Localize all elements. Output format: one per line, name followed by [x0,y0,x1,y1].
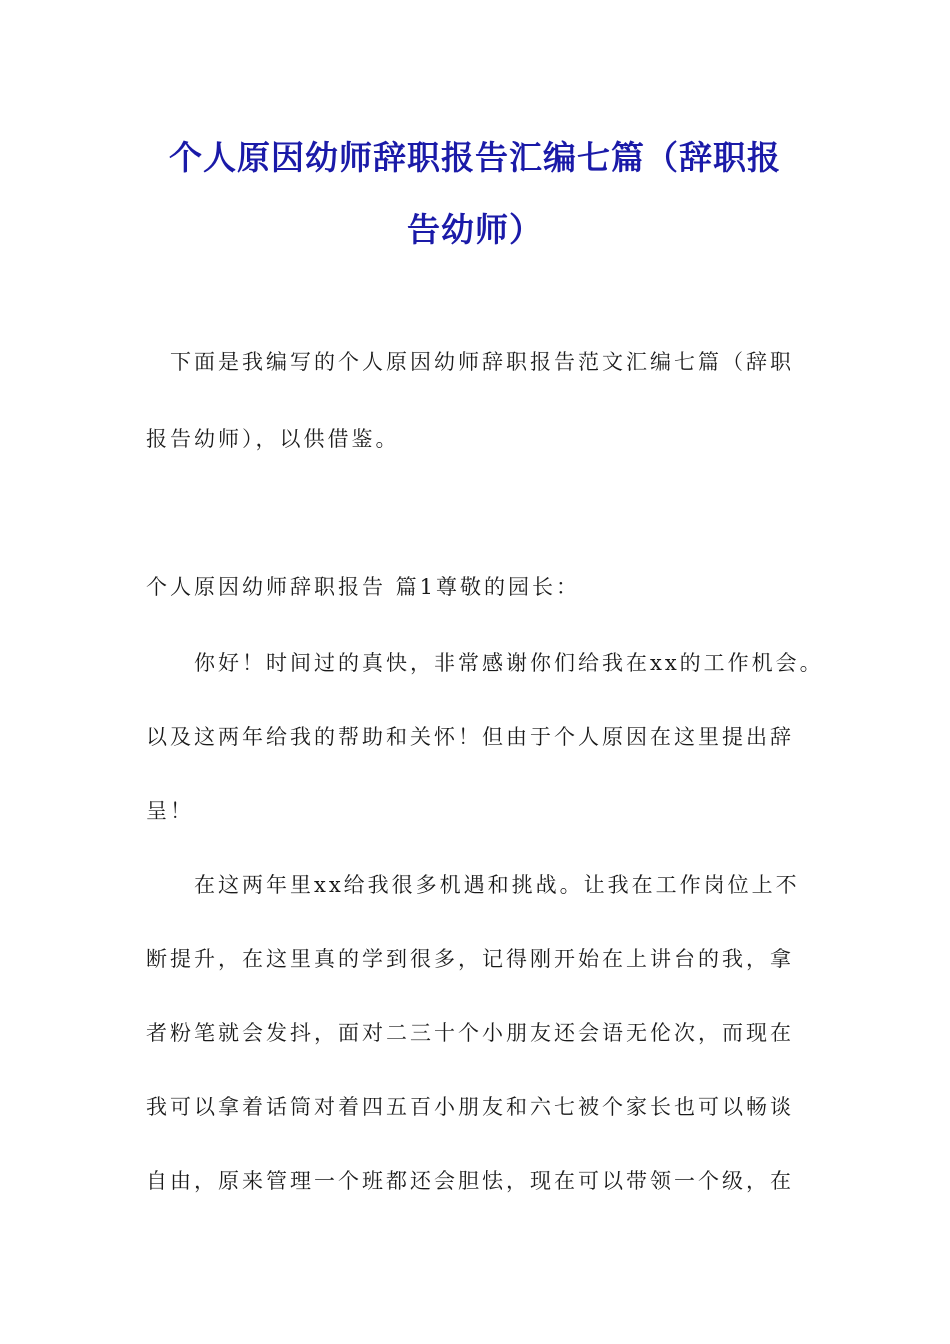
intro-line-2: 报告幼师），以供借鉴。 [146,427,400,451]
paragraph-line: 自由，原来管理一个班都还会胆怯，现在可以带领一个级，在 [146,1169,794,1193]
paragraph-line: 在这两年里xx给我很多机遇和挑战。让我在工作岗位上不 [194,873,800,897]
intro-line-1: 下面是我编写的个人原因幼师辞职报告范文汇编七篇（辞职 [170,350,794,374]
paragraph-line: 以及这两年给我的帮助和关怀！但由于个人原因在这里提出辞 [146,725,794,749]
document-title-line-1: 个人原因幼师辞职报告汇编七篇（辞职报 [169,138,781,177]
paragraph-line: 者粉笔就会发抖，面对二三十个小朋友还会语无伦次，而现在 [146,1021,794,1045]
paragraph-line: 我可以拿着话筒对着四五百小朋友和六七被个家长也可以畅谈 [146,1095,794,1119]
paragraph-line: 断提升，在这里真的学到很多，记得刚开始在上讲台的我，拿 [146,947,794,971]
paragraph-line: 你好！时间过的真快，非常感谢你们给我在xx的工作机会。 [194,651,824,675]
section-heading-1: 个人原因幼师辞职报告 篇1尊敬的园长： [146,575,581,599]
document-title-line-2: 告幼师） [407,210,543,249]
paragraph-line: 呈！ [146,799,194,823]
